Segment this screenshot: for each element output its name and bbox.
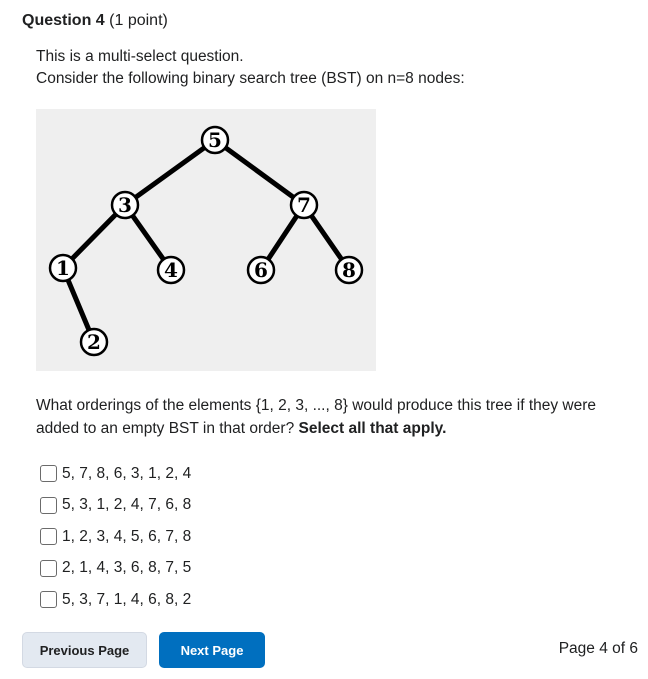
bst-figure — [36, 109, 376, 371]
page-indicator: Page 4 of 6 — [558, 640, 638, 657]
edge-5-3 — [125, 140, 215, 205]
node-1-label: 1 — [56, 256, 70, 280]
node-4-label: 4 — [164, 258, 178, 282]
option-2[interactable] — [40, 490, 191, 522]
option-1-checkbox[interactable] — [40, 465, 57, 482]
node-7-label: 7 — [297, 193, 311, 217]
option-3-checkbox[interactable] — [40, 528, 57, 545]
intro-line-1: This is a multi-select question. — [36, 48, 244, 65]
option-3[interactable] — [40, 521, 191, 553]
edge-5-7 — [215, 140, 304, 205]
option-5-label: 5, 3, 7, 1, 4, 6, 8, 2 — [62, 590, 192, 608]
question-header — [22, 12, 168, 30]
prompt-emphasis: Select all that apply. — [298, 420, 447, 437]
option-5[interactable] — [40, 584, 191, 616]
option-3-label: 1, 2, 3, 4, 5, 6, 7, 8 — [62, 527, 192, 545]
prompt-text: What orderings of the elements {1, 2, 3, ..., 8} would produce this tree if they were added to an empty BST in that order? — [36, 397, 597, 437]
option-4[interactable] — [40, 553, 191, 585]
question-intro — [36, 46, 465, 90]
answer-options — [40, 458, 191, 616]
question-prompt — [36, 394, 636, 440]
question-number: Question 4 — [22, 12, 105, 29]
option-4-checkbox[interactable] — [40, 560, 57, 577]
next-page-button[interactable]: Next Page — [159, 632, 265, 668]
node-8-label: 8 — [342, 258, 356, 282]
node-5-label: 5 — [208, 128, 222, 152]
option-1[interactable] — [40, 458, 191, 490]
option-2-checkbox[interactable] — [40, 497, 57, 514]
node-6-label: 6 — [254, 258, 268, 282]
previous-page-button[interactable]: Previous Page — [22, 632, 147, 668]
question-points: (1 point) — [109, 12, 168, 29]
node-2-label: 2 — [87, 330, 101, 354]
option-5-checkbox[interactable] — [40, 591, 57, 608]
node-3-label: 3 — [118, 193, 132, 217]
option-2-label: 5, 3, 1, 2, 4, 7, 6, 8 — [62, 496, 192, 514]
intro-line-2: Consider the following binary search tree (BST) on n=8 nodes: — [36, 70, 465, 87]
option-1-label: 5, 7, 8, 6, 3, 1, 2, 4 — [62, 464, 192, 482]
bst-diagram — [36, 109, 376, 371]
option-4-label: 2, 1, 4, 3, 6, 8, 7, 5 — [62, 559, 192, 577]
